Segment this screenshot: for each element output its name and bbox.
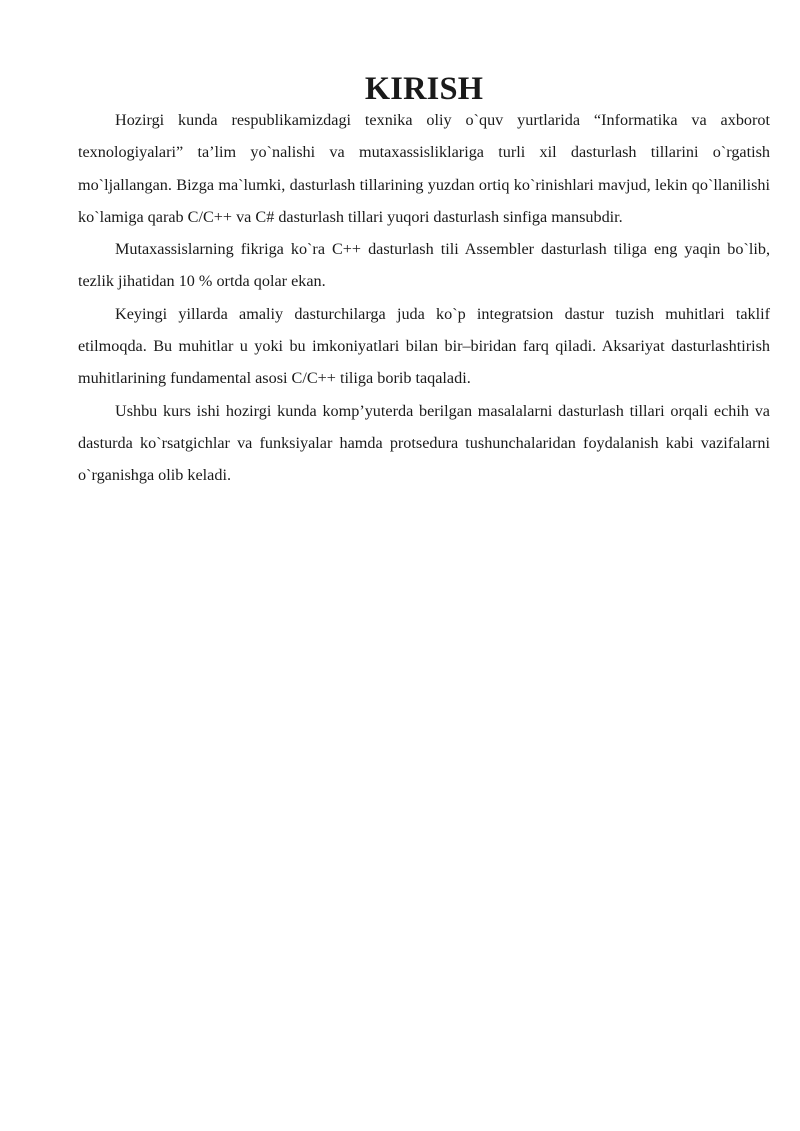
page-title: KIRISH [364,71,484,107]
paragraph-2: Mutaxassislarning fikriga ko`ra C++ dasturlash tili Assembler dasturlash tiliga eng yaqin bo`lib, tezlik jihatidan 10 % ortda qolar ekan. [78,240,770,291]
document-page [78,71,770,492]
paragraph-3: Keyingi yillarda amaliy dasturchilarga juda ko`p integratsion dastur tuzish muhitlari taklif etilmoqda. Bu muhitlar u yoki bu imkoniyatlari bilan bir–biridan farq qiladi. Aksariyat dasturlashtirish muhitlarining fundamental asosi C/C++ tiliga borib taqaladi. [78,304,770,388]
paragraph-1: Hozirgi kunda respublikamizdagi texnika oliy o`quv yurtlarida “Informatika va axborot texnologiyalari” ta’lim yo`nalishi va mutaxassisliklariga turli xil dasturlash tillarini o`rgatish mo`ljallangan. Bizga ma`lumki, dasturlash tillarining yuzdan ortiq ko`rinishlari mavjud, lekin qo`llanilishi ko`lamiga qarab C/C++ va C# dasturlash tillari yuqori dasturlash sinfiga mansubdir. [78,111,770,226]
paragraph-4: Ushbu kurs ishi hozirgi kunda komp’yuterda berilgan masalalarni dasturlash tillari orqali echih va dasturda ko`rsatgichlar va funksiyalar hamda protsedura tushunchalaridan foydalanish kabi vazifalarni o`rganishga olib keladi. [78,401,770,485]
